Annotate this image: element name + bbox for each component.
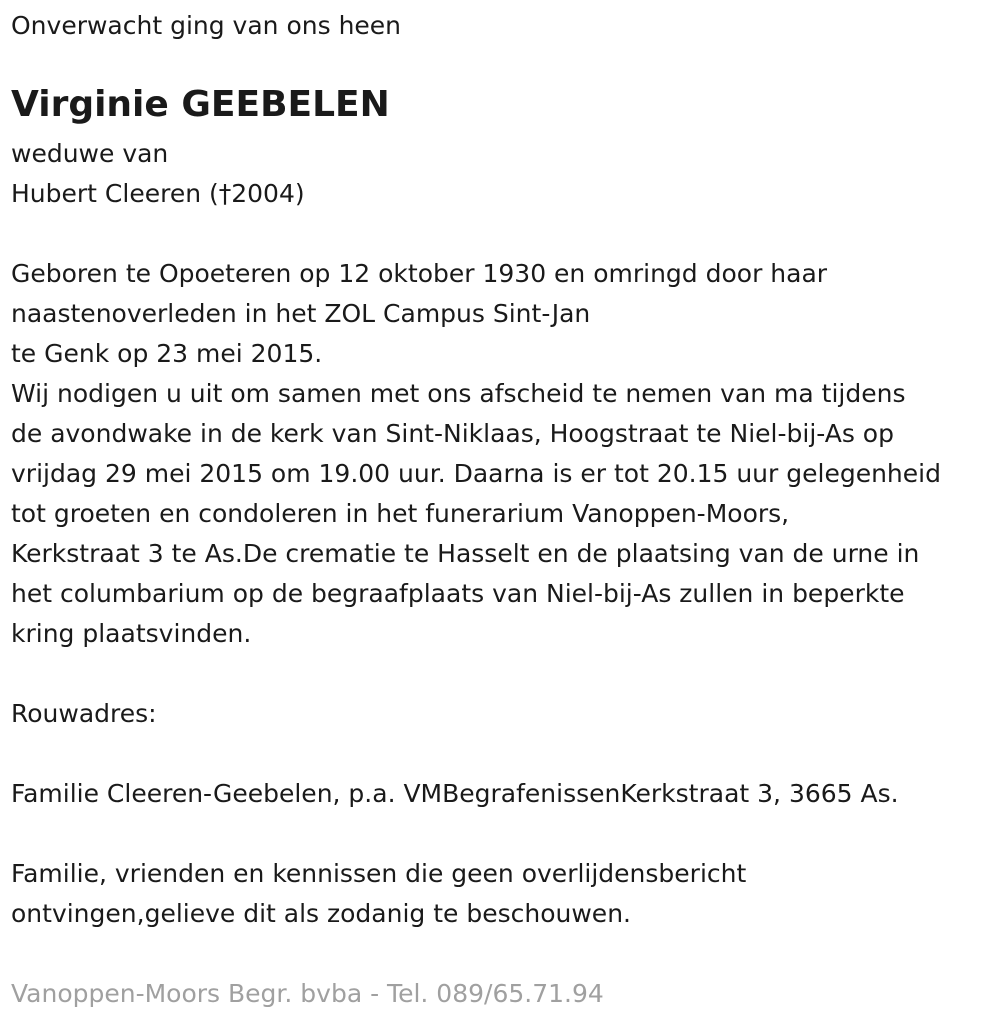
birth-paragraph <box>11 254 827 374</box>
spouse-line-2: Hubert Cleeren (†2004) <box>11 179 305 208</box>
spouse-line-1: weduwe van <box>11 139 169 168</box>
invitation-line: het columbarium op de begraafplaats van Niel-bij-As zullen in beperkte <box>11 579 905 608</box>
deceased-name: Virginie GEEBELEN <box>11 84 390 125</box>
notice-line: Familie, vrienden en kennissen die geen overlijdensbericht <box>11 859 747 888</box>
invitation-line: tot groeten en condoleren in het funerarium Vanoppen-Moors, <box>11 499 790 528</box>
mourning-address: Familie Cleeren-Geebelen, p.a. VMBegrafenissenKerkstraat 3, 3665 As. <box>11 779 899 808</box>
birth-line: naastenoverleden in het ZOL Campus Sint-Jan <box>11 299 591 328</box>
birth-line: te Genk op 23 mei 2015. <box>11 339 323 368</box>
notice-line: ontvingen,gelieve dit als zodanig te beschouwen. <box>11 899 631 928</box>
intro-text: Onverwacht ging van ons heen <box>11 11 402 40</box>
spouse-block <box>11 134 305 214</box>
invitation-paragraph <box>11 374 941 654</box>
birth-line: Geboren te Opoeteren op 12 oktober 1930 en omringd door haar <box>11 259 828 288</box>
funeral-home-footer: Vanoppen-Moors Begr. bvba - Tel. 089/65.71.94 <box>11 979 604 1008</box>
notice-paragraph <box>11 854 746 934</box>
invitation-line: Wij nodigen u uit om samen met ons afscheid te nemen van ma tijdens <box>11 379 906 408</box>
invitation-line: de avondwake in de kerk van Sint-Niklaas, Hoogstraat te Niel-bij-As op <box>11 419 894 448</box>
invitation-line: Kerkstraat 3 te As.De crematie te Hasselt en de plaatsing van de urne in <box>11 539 920 568</box>
invitation-line: kring plaatsvinden. <box>11 619 252 648</box>
address-label: Rouwadres: <box>11 699 157 728</box>
invitation-line: vrijdag 29 mei 2015 om 19.00 uur. Daarna is er tot 20.15 uur gelegenheid <box>11 459 941 488</box>
